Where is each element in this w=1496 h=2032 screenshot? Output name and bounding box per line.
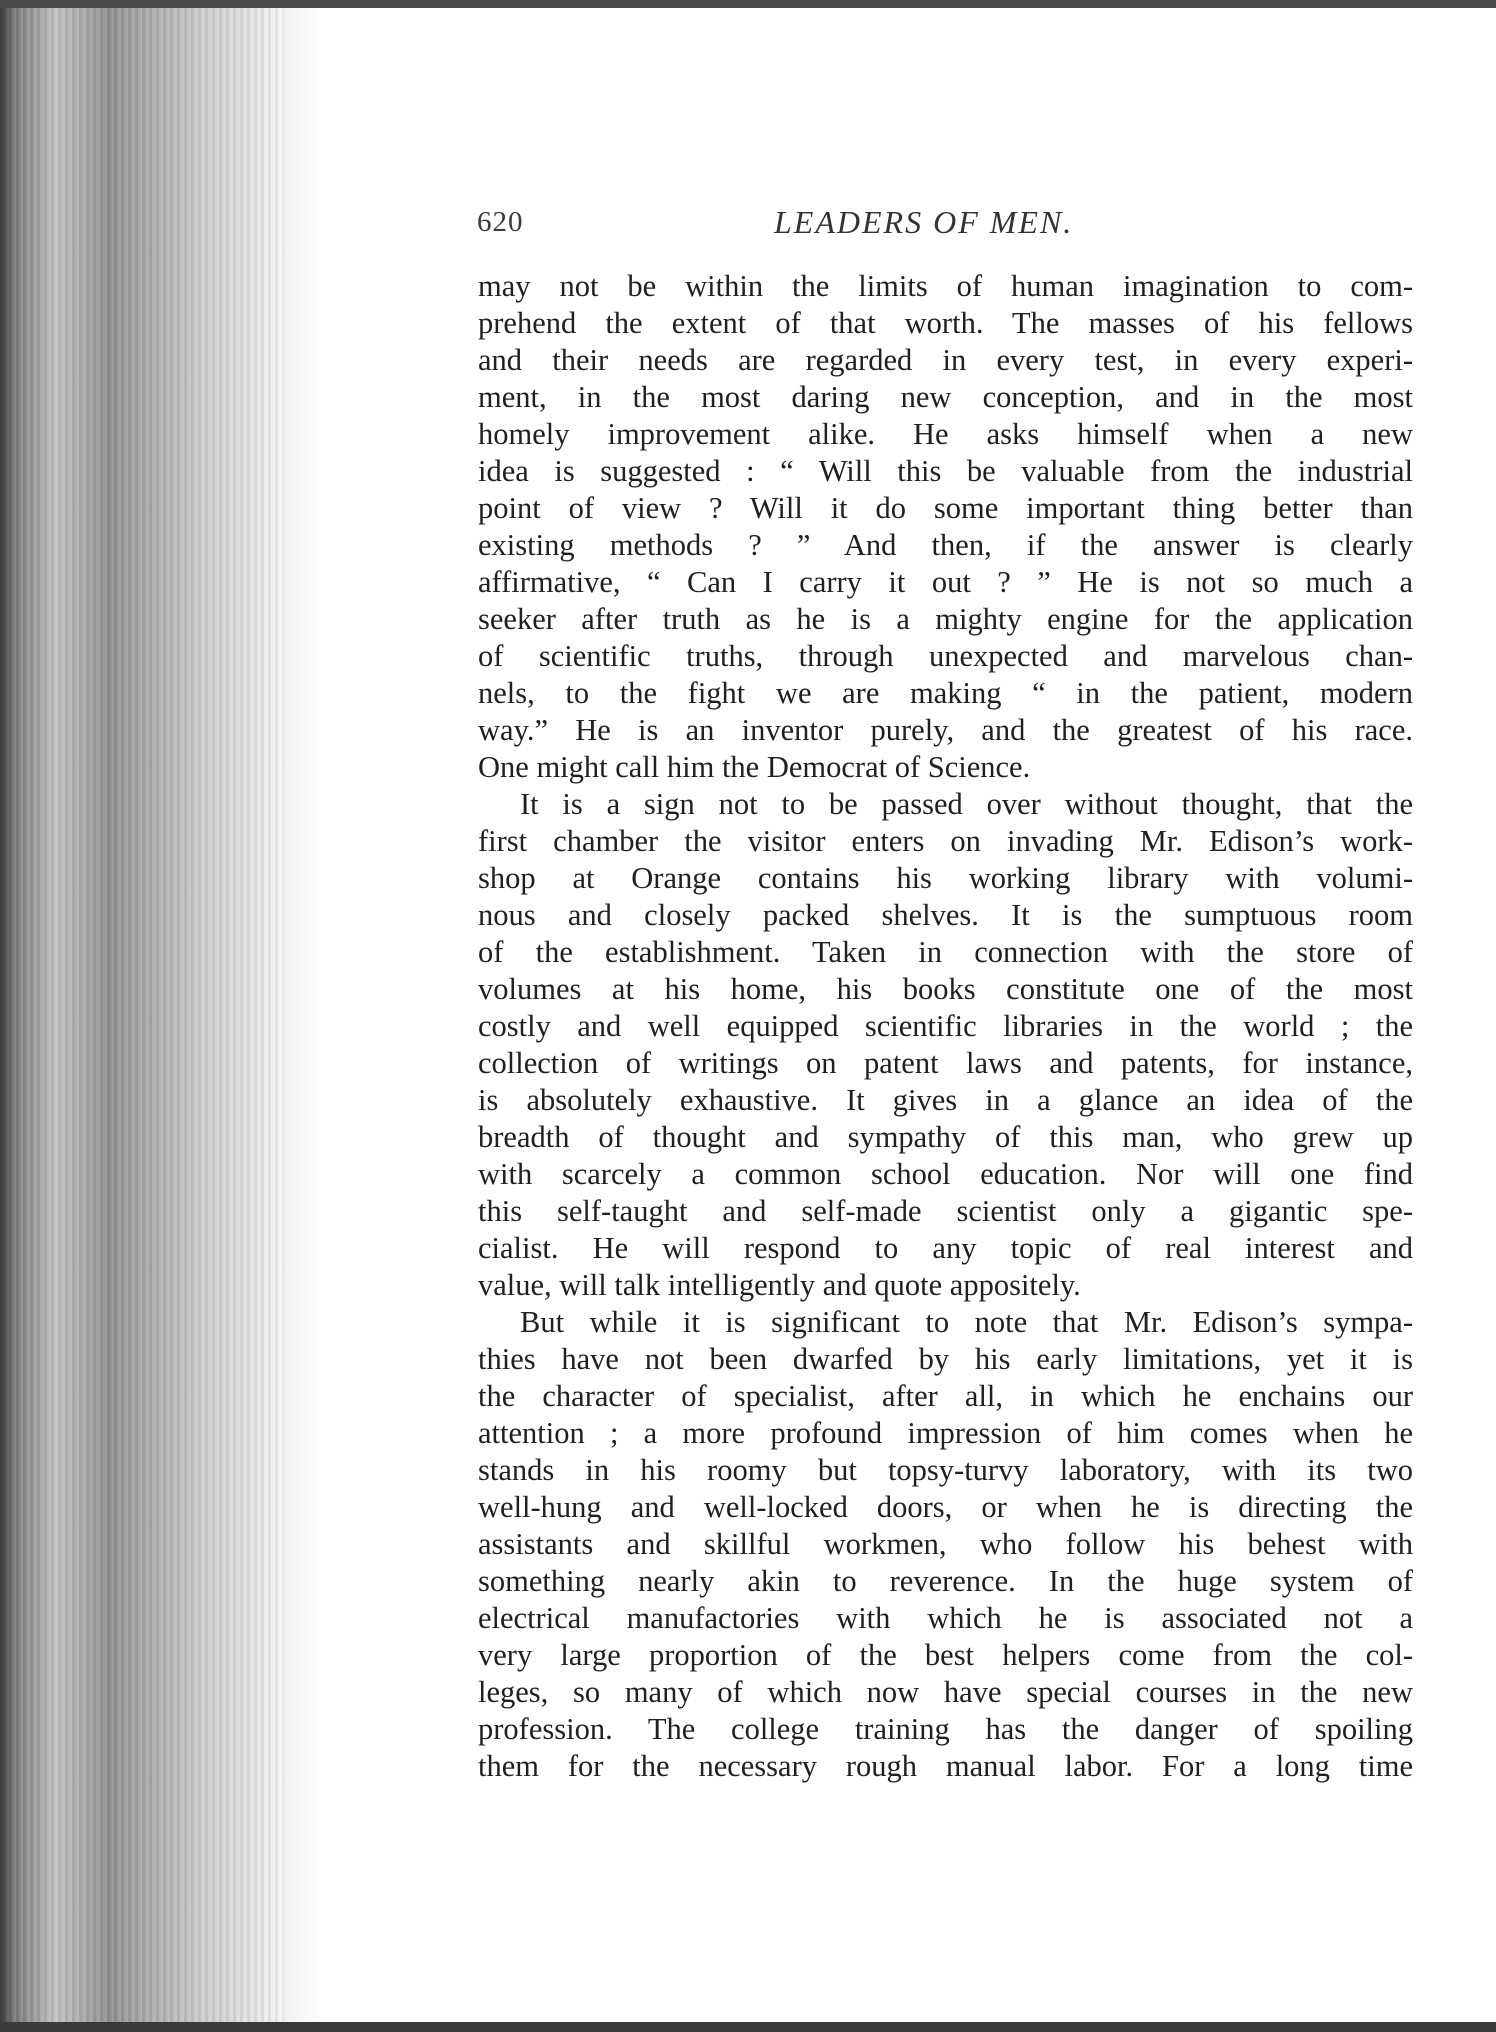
- text-line: nous and closely packed shelves. It is the sumptuous room: [478, 898, 1413, 932]
- body-text: [478, 268, 1413, 1785]
- text-line: of scientific truths, through unexpected and marvelous chan-: [478, 639, 1413, 673]
- text-line: attention ; a more profound impression of him comes when he: [478, 1416, 1413, 1450]
- text-line: point of view ? Will it do some important thing better than: [478, 491, 1413, 525]
- text-line: existing methods ? ” And then, if the answer is clearly: [478, 528, 1413, 562]
- text-line: But while it is significant to note that Mr. Edison’s sympa-: [520, 1305, 1413, 1339]
- text-line: prehend the extent of that worth. The masses of his fellows: [478, 306, 1413, 340]
- text-line: collection of writings on patent laws and patents, for instance,: [478, 1046, 1413, 1080]
- text-line: volumes at his home, his books constitute one of the most: [478, 972, 1413, 1006]
- text-line: of the establishment. Taken in connection with the store of: [478, 935, 1413, 969]
- text-line: this self-taught and self-made scientist only a gigantic spe-: [478, 1194, 1413, 1228]
- text-line: value, will talk intelligently and quote appositely.: [478, 1268, 1081, 1302]
- text-line: with scarcely a common school education. Nor will one find: [478, 1157, 1413, 1191]
- text-line: costly and well equipped scientific libraries in the world ; the: [478, 1009, 1413, 1043]
- text-line: cialist. He will respond to any topic of real interest and: [478, 1231, 1413, 1265]
- text-line: profession. The college training has the danger of spoiling: [478, 1712, 1413, 1746]
- text-line: shop at Orange contains his working library with volumi-: [478, 861, 1413, 895]
- text-line: assistants and skillful workmen, who follow his behest with: [478, 1527, 1413, 1561]
- scan-border-bottom: [0, 2022, 1496, 2032]
- page-number: 620: [477, 206, 524, 238]
- text-line: something nearly akin to reverence. In the huge system of: [478, 1564, 1413, 1598]
- scan-border-top: [0, 0, 1496, 8]
- text-line: them for the necessary rough manual labor. For a long time: [478, 1749, 1413, 1783]
- text-line: electrical manufactories with which he is associated not a: [478, 1601, 1413, 1635]
- text-line: affirmative, “ Can I carry it out ? ” He is not so much a: [478, 565, 1413, 599]
- text-line: breadth of thought and sympathy of this man, who grew up: [478, 1120, 1413, 1154]
- text-line: One might call him the Democrat of Science.: [478, 750, 1031, 784]
- gutter-shadow: [285, 8, 325, 2022]
- text-line: homely improvement alike. He asks himself when a new: [478, 417, 1413, 451]
- text-line: seeker after truth as he is a mighty engine for the application: [478, 602, 1413, 636]
- book-page-edges: [0, 8, 285, 2022]
- text-line: It is a sign not to be passed over without thought, that the: [520, 787, 1413, 821]
- text-line: is absolutely exhaustive. It gives in a glance an idea of the: [478, 1083, 1413, 1117]
- text-line: leges, so many of which now have special courses in the new: [478, 1675, 1413, 1709]
- text-line: well-hung and well-locked doors, or when he is directing the: [478, 1490, 1413, 1524]
- text-line: and their needs are regarded in every test, in every experi-: [478, 343, 1413, 377]
- text-line: way.” He is an inventor purely, and the greatest of his race.: [478, 713, 1413, 747]
- text-line: the character of specialist, after all, in which he enchains our: [478, 1379, 1413, 1413]
- text-line: thies have not been dwarfed by his early limitations, yet it is: [478, 1342, 1413, 1376]
- text-line: may not be within the limits of human imagination to com-: [478, 269, 1413, 303]
- text-line: first chamber the visitor enters on invading Mr. Edison’s work-: [478, 824, 1413, 858]
- text-line: very large proportion of the best helpers come from the col-: [478, 1638, 1413, 1672]
- text-line: nels, to the fight we are making “ in the patient, modern: [478, 676, 1413, 710]
- text-line: idea is suggested : “ Will this be valuable from the industrial: [478, 454, 1413, 488]
- text-line: stands in his roomy but topsy-turvy laboratory, with its two: [478, 1453, 1413, 1487]
- running-head: LEADERS OF MEN.: [774, 204, 1074, 240]
- text-line: ment, in the most daring new conception, and in the most: [478, 380, 1413, 414]
